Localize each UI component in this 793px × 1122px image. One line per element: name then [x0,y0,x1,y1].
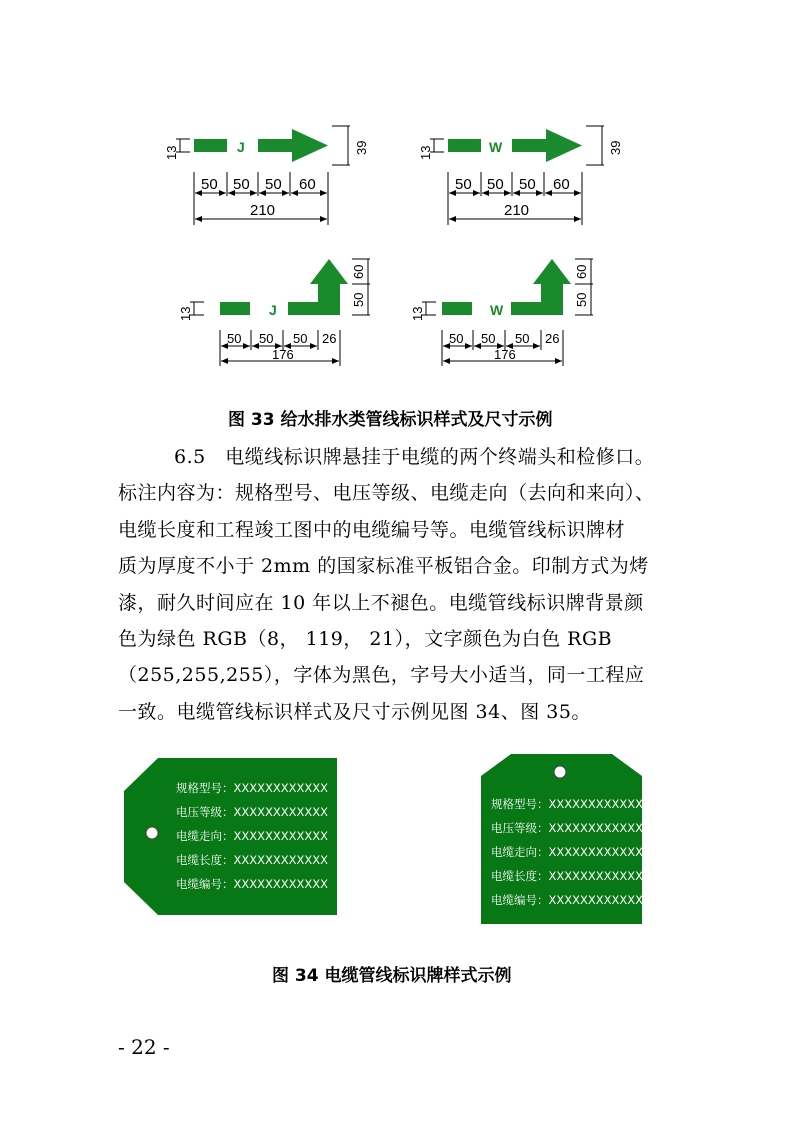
paragraph-line: 电缆长度和工程竣工图中的电缆编号等。电缆管线标识牌材 [118,518,626,541]
tag-row: 规格型号：XXXXXXXXXXXX [491,797,644,811]
figure-34-tags [0,750,793,940]
side-dim-label: 13 [178,306,193,321]
hanging-hole [146,827,158,839]
pipe-mark-straight-j [164,126,369,225]
dim-label: 50 [227,331,242,346]
figure-33-diagrams [0,0,793,400]
total-dim-label: 210 [250,202,276,219]
pipe-mark-straight-w [418,126,623,225]
dim-label: 50 [455,176,472,193]
height-dim-label: 60 [351,264,366,279]
dim-label: 60 [553,176,570,193]
dim-label: 50 [259,331,274,346]
dim-label: 50 [481,331,496,346]
side-dim-label: 13 [164,145,179,160]
paragraph-line: 色为绿色 RGB（8， 119， 21），文字颜色为白色 RGB [118,628,613,651]
figure-34-caption: 图 34 电缆管线标识牌样式示例 [272,966,512,986]
dim-label: 50 [515,331,530,346]
mark-letter: J [269,302,277,318]
page-number: - 22 - [118,1035,170,1059]
flow-arrow [258,129,328,162]
cable-tag-right [481,754,643,924]
tag-row: 规格型号：XXXXXXXXXXXX [176,781,329,795]
paragraph-line: 一致。电缆管线标识样式及尺寸示例见图 34、图 35。 [118,700,591,723]
paragraph-line: 6.5 电缆线标识牌悬挂于电缆的两个终端头和检修口。 [174,446,655,468]
paragraph-line: 标注内容为：规格型号、电压等级、电缆走向（去向和来向）、 [118,482,655,505]
mark-letter: W [490,302,504,318]
dim-label: 50 [201,176,218,193]
body-paragraph [118,439,678,730]
pipe-mark-bent-j [178,259,370,366]
figure-33-caption: 图 33 给水排水类管线标识样式及尺寸示例 [228,410,553,430]
tag-row: 电缆编号：XXXXXXXXXXXX [176,877,329,891]
total-dim-label: 210 [504,202,530,219]
total-dim-label: 176 [494,347,516,362]
paragraph-line: 质为厚度不小于 2mm 的国家标准平板铝合金。印制方式为烤 [118,555,649,578]
side-dim-label: 13 [418,145,433,160]
flow-arrow [288,259,348,315]
pipe-bar [442,302,472,315]
mark-letter: J [237,139,245,155]
dim-label: 50 [519,176,536,193]
tag-row: 电缆走向：XXXXXXXXXXXX [176,829,329,843]
tag-row: 电缆长度：XXXXXXXXXXXX [491,869,644,883]
height-dim-label: 50 [351,292,366,307]
pipe-bar [220,302,250,315]
paragraph-line: 漆，耐久时间应在 10 年以上不褪色。电缆管线标识牌背景颜 [118,591,644,614]
total-dim-label: 176 [272,347,294,362]
height-dim-label: 50 [574,292,589,307]
dim-label: 26 [322,331,337,346]
dim-label: 50 [449,331,464,346]
flow-arrow [512,129,582,162]
dim-label: 50 [233,176,250,193]
pipe-bar [448,139,481,152]
paragraph-line: （255,255,255），字体为黑色，字号大小适当，同一工程应 [118,664,645,687]
dim-label: 60 [299,176,316,193]
tag-row: 电压等级：XXXXXXXXXXXX [491,821,644,835]
height-dim-label: 39 [354,140,369,155]
height-dim-label: 60 [574,264,589,279]
tag-row: 电缆走向：XXXXXXXXXXXX [491,845,644,859]
flow-arrow [511,259,571,315]
tag-row: 电缆编号：XXXXXXXXXXXX [491,893,644,907]
pipe-mark-bent-w [410,259,593,366]
hanging-hole [554,766,566,778]
dim-label: 26 [545,331,560,346]
cable-tag-left [124,758,337,915]
tag-row: 电压等级：XXXXXXXXXXXX [176,805,329,819]
mark-letter: W [489,139,503,155]
dim-label: 50 [487,176,504,193]
height-dim-label: 39 [608,140,623,155]
tag-row: 电缆长度：XXXXXXXXXXXX [176,853,329,867]
side-dim-label: 13 [410,306,425,321]
dim-label: 50 [265,176,282,193]
dim-label: 50 [293,331,308,346]
pipe-bar [194,139,227,152]
